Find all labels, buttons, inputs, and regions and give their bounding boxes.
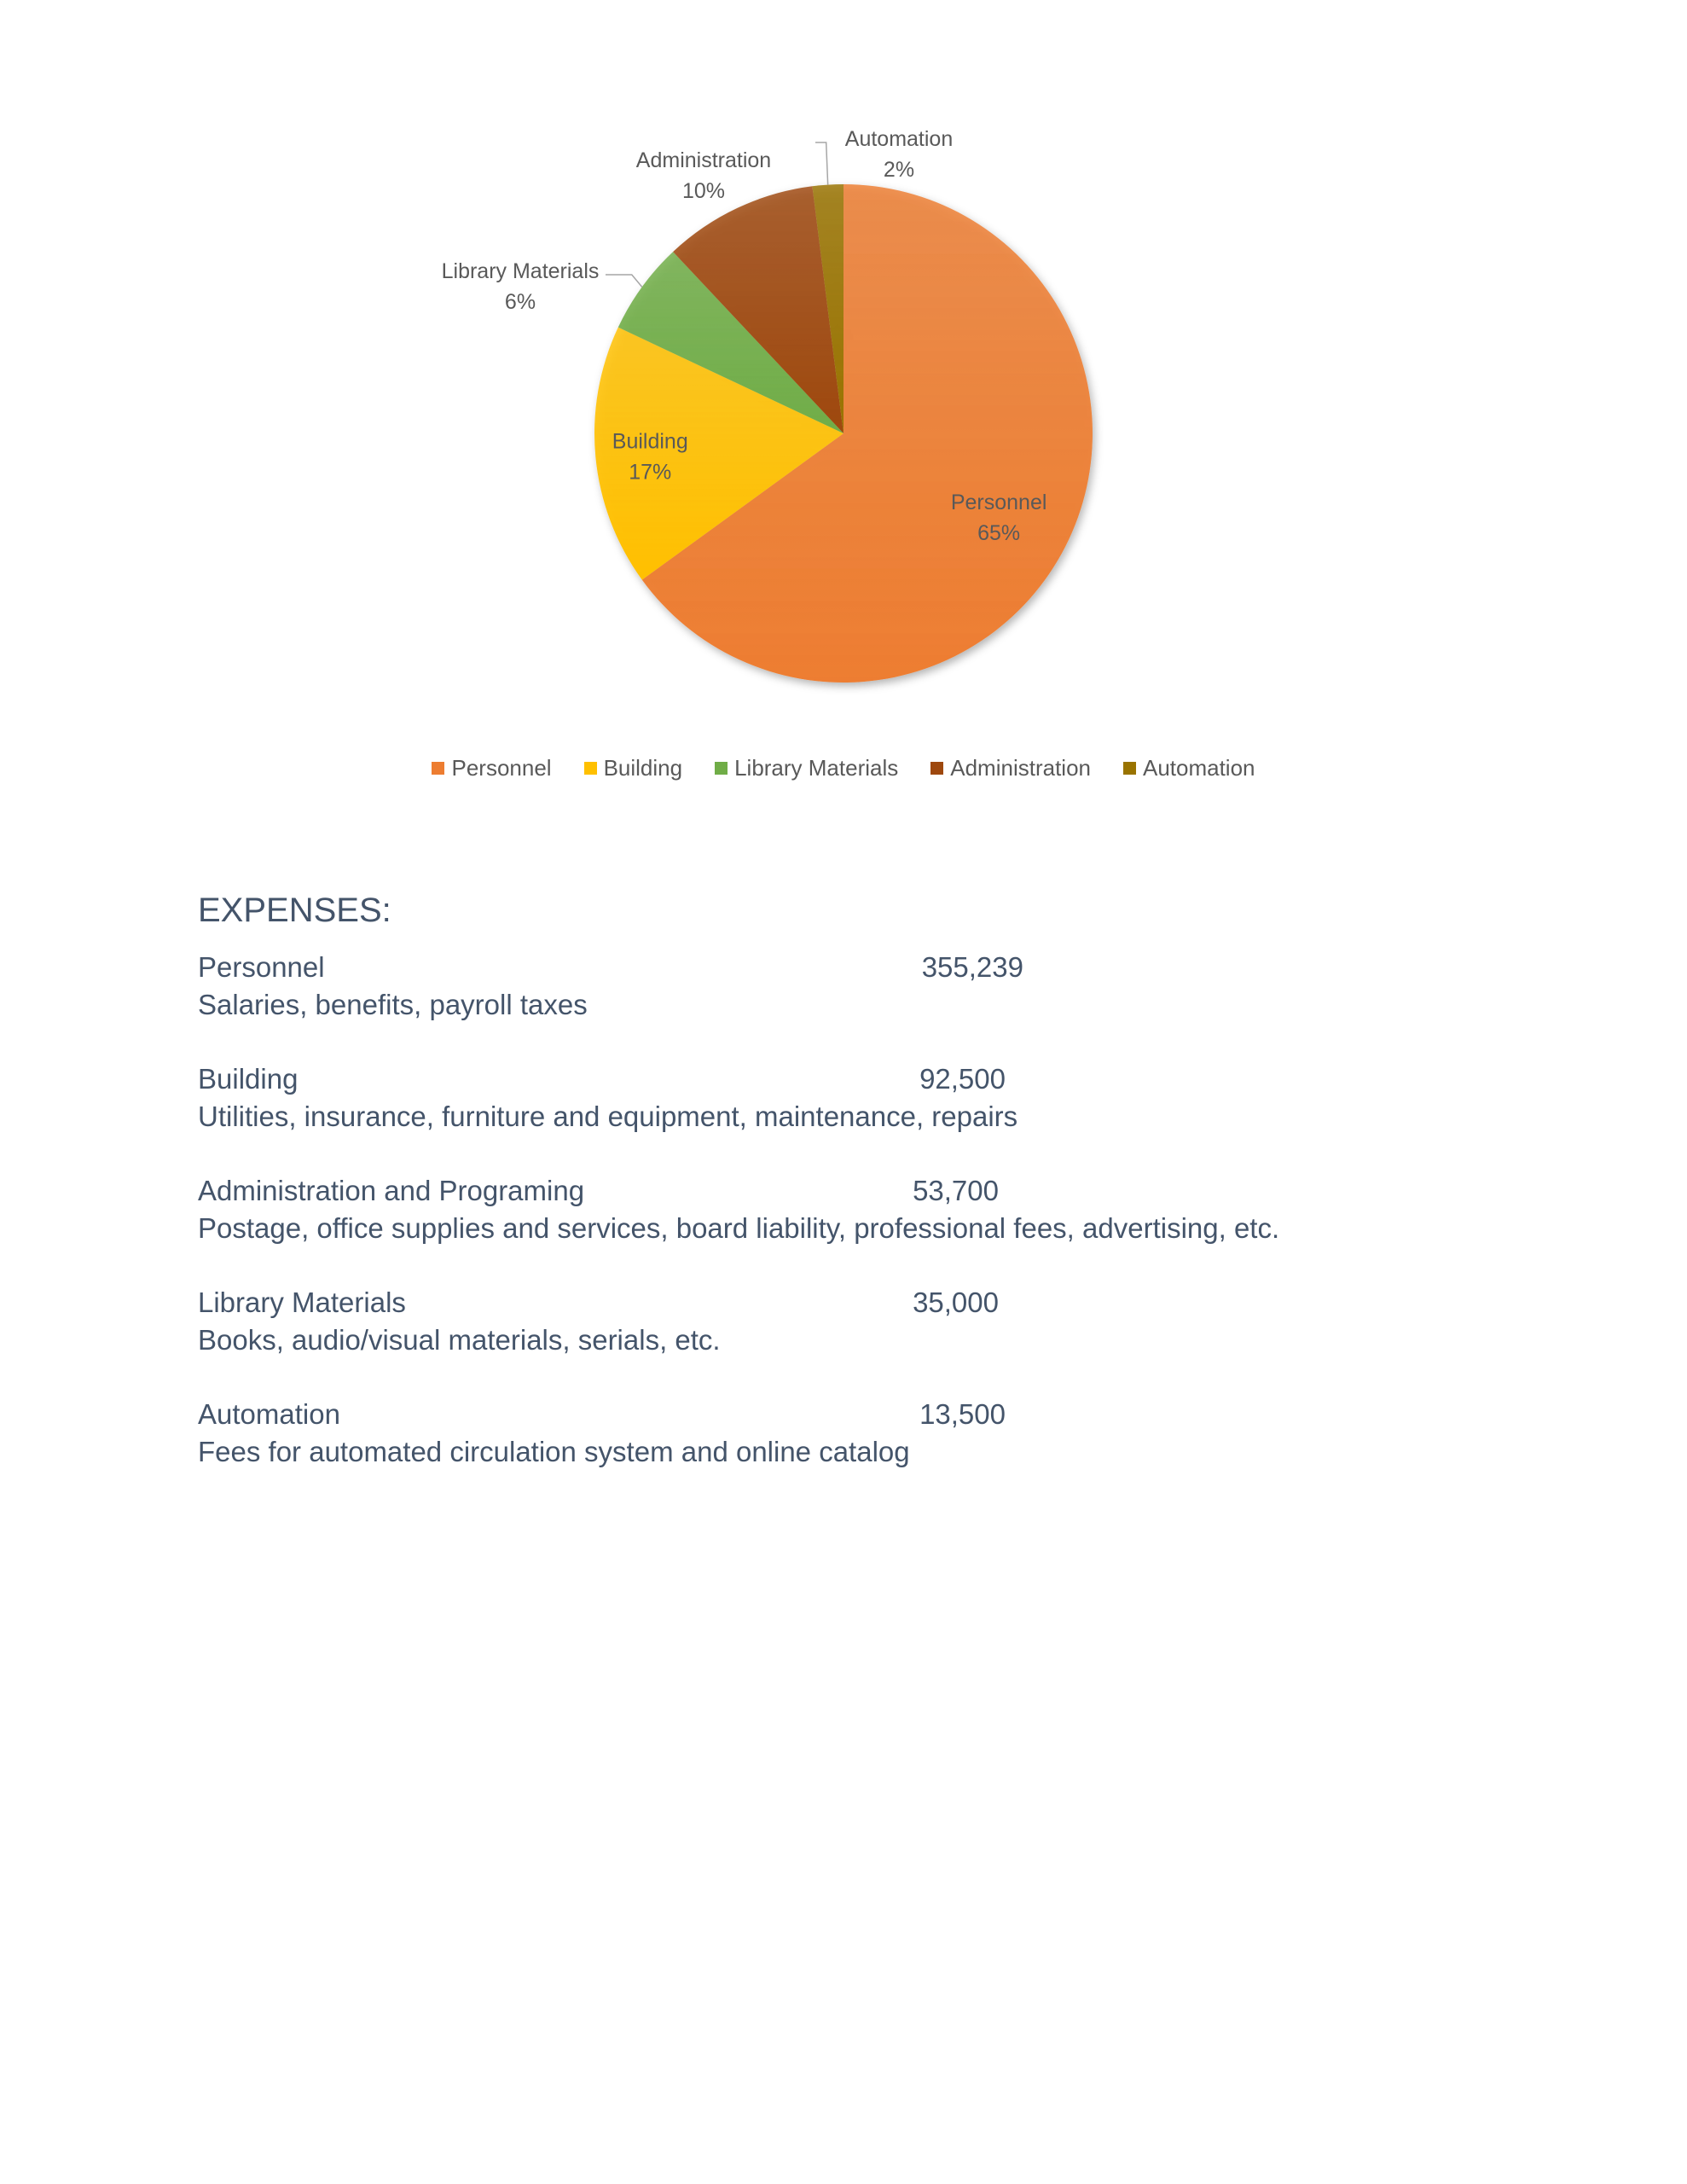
expense-amount: 35,000 <box>913 1287 999 1318</box>
legend-swatch <box>432 762 444 775</box>
expense-name: Library Materials <box>198 1287 406 1318</box>
legend-swatch <box>584 762 597 775</box>
expense-item-building <box>198 1060 1528 1136</box>
leader-line-automation <box>815 142 828 185</box>
data-label-library-materials: Library Materials 6% <box>441 259 600 314</box>
expense-name: Administration and Programing <box>198 1175 585 1206</box>
legend-label: Building <box>603 755 683 781</box>
data-label-administration: Administration 10% <box>635 148 772 203</box>
expenses-heading: EXPENSES: <box>198 892 391 929</box>
data-label-personnel: Personnel 65% <box>950 490 1047 545</box>
expense-description: Salaries, benefits, payroll taxes <box>198 989 588 1020</box>
legend-label: Personnel <box>451 755 552 781</box>
expense-item-personnel <box>198 949 1528 1024</box>
expense-description: Books, audio/visual materials, serials, etc. <box>198 1324 721 1356</box>
expense-item-administration <box>198 1172 1528 1247</box>
data-label-building: Building 17% <box>612 429 688 485</box>
legend-item-library-materials <box>715 755 898 781</box>
expense-item-automation <box>198 1396 1528 1471</box>
legend-item-personnel <box>432 755 551 781</box>
expenses-pie-chart <box>0 0 1687 853</box>
legend-item-building <box>584 755 683 781</box>
legend-label: Administration <box>950 755 1091 781</box>
expense-description: Utilities, insurance, furniture and equipment, maintenance, repairs <box>198 1101 1018 1132</box>
expense-amount: 355,239 <box>921 951 1023 983</box>
legend-swatch <box>1123 762 1136 775</box>
expense-amount: 92,500 <box>919 1063 1006 1095</box>
chart-legend <box>0 755 1687 781</box>
legend-item-automation <box>1123 755 1255 781</box>
expenses-section <box>198 892 1528 1507</box>
data-label-automation: Automation 2% <box>844 127 954 182</box>
expense-name: Personnel <box>198 951 325 983</box>
legend-swatch <box>715 762 728 775</box>
expense-amount: 13,500 <box>919 1398 1006 1430</box>
expense-amount: 53,700 <box>913 1175 999 1206</box>
leader-line-library-materials <box>606 275 642 287</box>
expense-name: Automation <box>198 1398 340 1430</box>
legend-label: Automation <box>1142 755 1255 781</box>
expense-description: Postage, office supplies and services, board liability, professional fees, advertising, etc. <box>198 1212 1280 1244</box>
expense-name: Building <box>198 1063 299 1095</box>
legend-swatch <box>930 762 943 775</box>
legend-label: Library Materials <box>734 755 899 781</box>
expense-description: Fees for automated circulation system and online catalog <box>198 1436 910 1467</box>
legend-item-administration <box>930 755 1091 781</box>
expense-item-library-materials <box>198 1284 1528 1359</box>
